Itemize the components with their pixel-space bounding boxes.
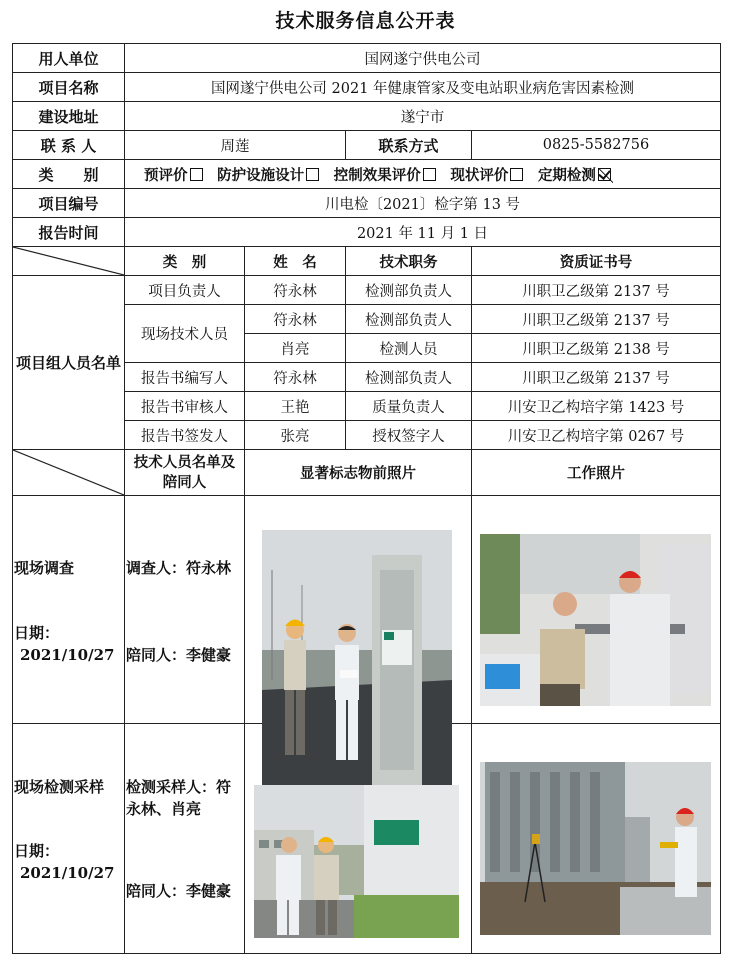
staff-cert: 川职卫乙级第 2138 号 [472, 334, 721, 363]
category-option: 预评价 [144, 164, 203, 185]
client-value: 国网遂宁供电公司 [125, 44, 721, 73]
contact-value: 周莲 [125, 131, 346, 160]
staff-group-label: 项目组人员名单 [13, 276, 125, 450]
project-label: 项目名称 [13, 73, 125, 102]
staff-name: 符永林 [245, 363, 346, 392]
photo-header-names: 技术人员名单及陪同人 [125, 450, 245, 496]
address-value: 遂宁市 [125, 102, 721, 131]
row-contact [13, 131, 721, 160]
address-label: 建设地址 [13, 102, 125, 131]
staff-name: 符永林 [245, 276, 346, 305]
survey-people-cell [125, 496, 245, 724]
staff-role: 报告书审核人 [125, 392, 245, 421]
diagonal-cell [13, 247, 125, 276]
checkbox-icon [423, 168, 436, 181]
staff-role: 现场技术人员 [125, 305, 245, 363]
photo-header-row [13, 450, 721, 496]
row-category [13, 160, 721, 189]
contact-label: 联 系 人 [13, 131, 125, 160]
landmark-photo-sampling [254, 785, 459, 938]
staff-role: 报告书签发人 [125, 421, 245, 450]
staff-cert: 川安卫乙构培字第 1423 号 [472, 392, 721, 421]
category-option: 现状评价 [450, 164, 523, 185]
row-client [13, 44, 721, 73]
row-number [13, 189, 721, 218]
staff-title: 检测人员 [346, 334, 472, 363]
project-value: 国网遂宁供电公司 2021 年健康管家及变电站职业病危害因素检测 [125, 73, 721, 102]
sampling-companion: 陪同人：李健豪 [126, 882, 232, 900]
sampling-label: 现场检测采样 [14, 778, 105, 796]
category-option: 定期检测 [538, 164, 611, 185]
staff-name: 符永林 [245, 305, 346, 334]
staff-name: 肖亮 [245, 334, 346, 363]
number-label: 项目编号 [13, 189, 125, 218]
staff-name: 张亮 [245, 421, 346, 450]
survey-label: 现场调查 [14, 559, 75, 577]
sampling-people-cell [125, 724, 245, 954]
staff-header: 技术职务 [346, 247, 472, 276]
client-label: 用人单位 [13, 44, 125, 73]
work-photo-survey [480, 534, 711, 706]
survey-label-cell [13, 496, 125, 724]
phone-value: 0825-5582756 [472, 131, 721, 160]
report-time-label: 报告时间 [13, 218, 125, 247]
staff-cert: 川职卫乙级第 2137 号 [472, 363, 721, 392]
staff-header-row [13, 247, 721, 276]
work-photo-sampling [480, 762, 711, 935]
staff-title: 质量负责人 [346, 392, 472, 421]
report-time-value: 2021 年 11 月 1 日 [125, 218, 721, 247]
staff-cert: 川职卫乙级第 2137 号 [472, 305, 721, 334]
checked-checkbox-icon [598, 168, 611, 181]
staff-title: 检测部负责人 [346, 276, 472, 305]
number-value: 川电检〔2021〕检字第 13 号 [125, 189, 721, 218]
staff-title: 检测部负责人 [346, 363, 472, 392]
sampling-date: 2021/10/27 [20, 864, 115, 882]
landmark-photo-survey [262, 530, 452, 785]
table-row [13, 276, 721, 305]
checkbox-icon [510, 168, 523, 181]
row-report-time [13, 218, 721, 247]
survey-companion: 陪同人：李健豪 [126, 646, 232, 664]
staff-name: 王艳 [245, 392, 346, 421]
staff-cert: 川职卫乙级第 2137 号 [472, 276, 721, 305]
staff-role: 报告书编写人 [125, 363, 245, 392]
staff-header: 姓 名 [245, 247, 346, 276]
category-options [125, 160, 721, 189]
staff-title: 检测部负责人 [346, 305, 472, 334]
sampling-date-label: 日期： [14, 842, 60, 860]
diagonal-cell [13, 450, 125, 496]
checkbox-icon [190, 168, 203, 181]
category-option: 控制效果评价 [334, 164, 436, 185]
category-label: 类 别 [13, 160, 125, 189]
phone-label: 联系方式 [346, 131, 472, 160]
checkbox-icon [306, 168, 319, 181]
category-option: 防护设施设计 [217, 164, 319, 185]
page-title: 技术服务信息公开表 [275, 10, 456, 32]
survey-investigator: 调查人：符永林 [126, 559, 232, 577]
staff-cert: 川安卫乙构培字第 0267 号 [472, 421, 721, 450]
staff-header: 类 别 [125, 247, 245, 276]
sampling-people: 检测采样人：符永林、肖亮 [126, 778, 232, 818]
staff-header: 资质证书号 [472, 247, 721, 276]
photo-header-work: 工作照片 [472, 450, 721, 496]
survey-date-label: 日期： [14, 624, 60, 642]
staff-role: 项目负责人 [125, 276, 245, 305]
row-address [13, 102, 721, 131]
survey-date: 2021/10/27 [20, 646, 115, 664]
sampling-label-cell [13, 724, 125, 954]
staff-title: 授权签字人 [346, 421, 472, 450]
photo-header-landmark: 显著标志物前照片 [245, 450, 472, 496]
row-project [13, 73, 721, 102]
